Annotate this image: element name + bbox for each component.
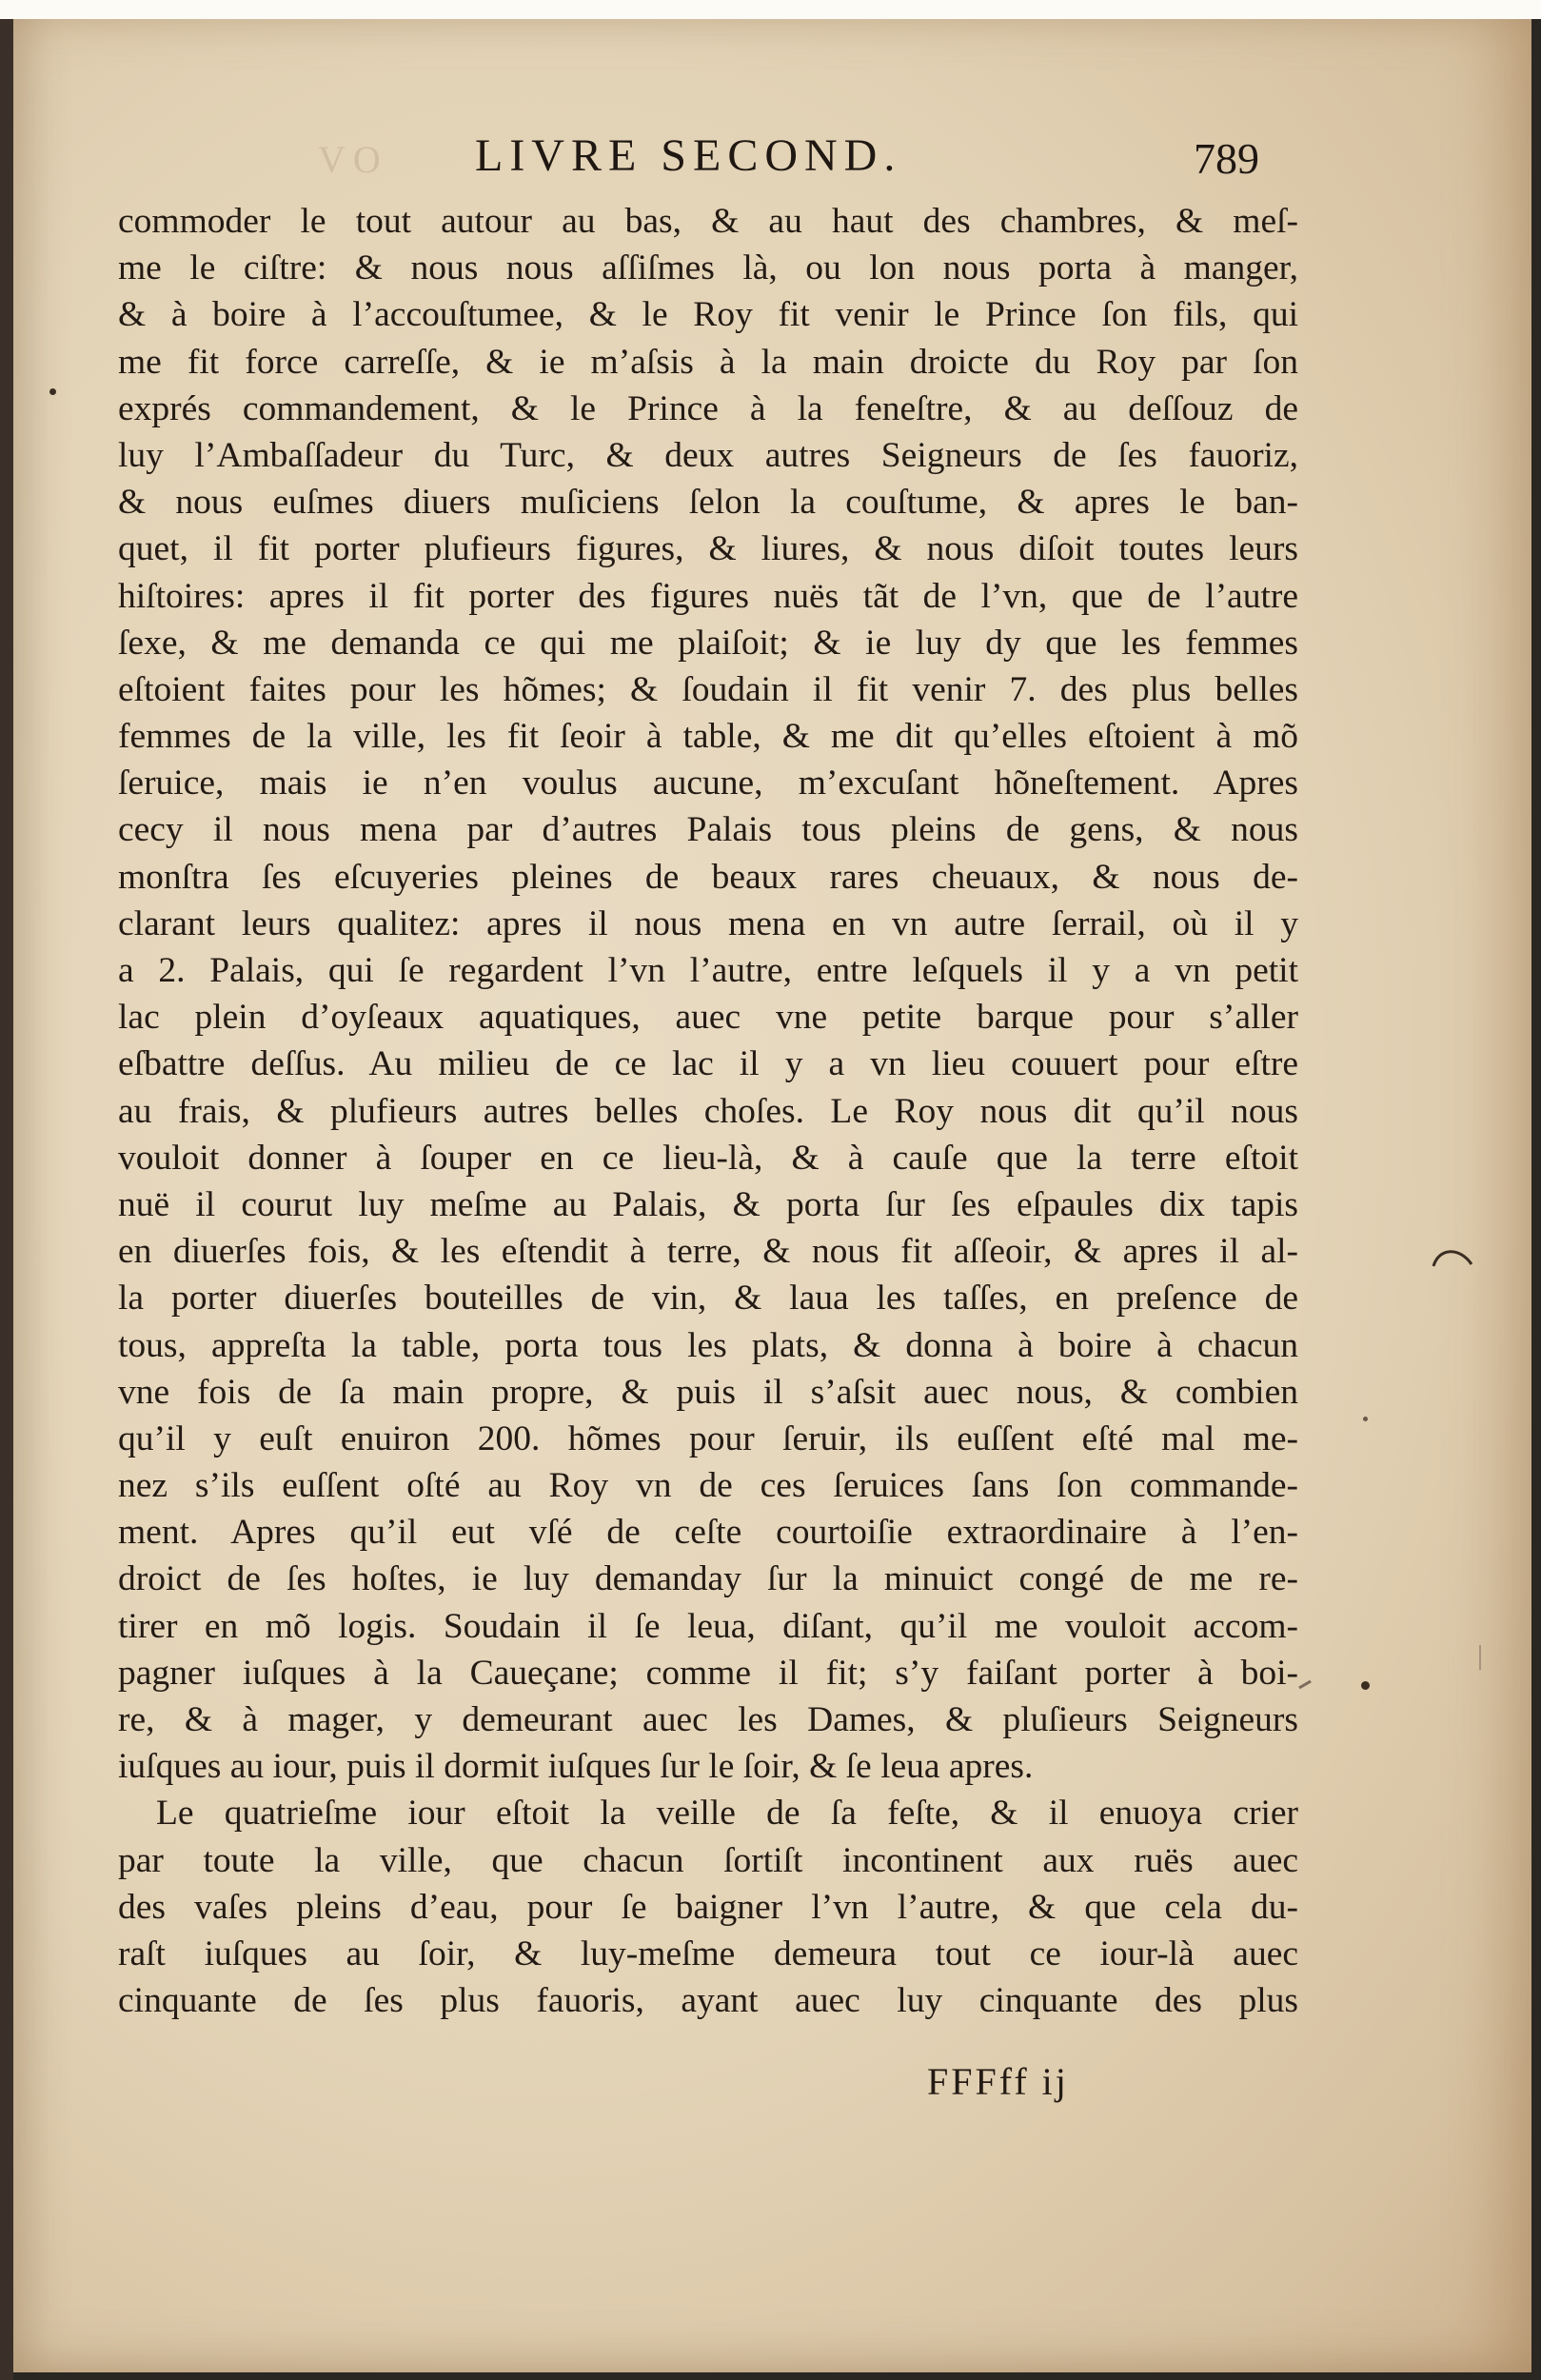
text-line: qu’il y euſt enuiron 200. hõmes pour ſeruir, ils euſſent eſté mal me- [118, 1418, 1298, 1458]
text-line: me le ciſtre: & nous nous aſſiſmes là, ou lon nous porta à manger, [118, 248, 1298, 288]
text-line: nuë il courut luy meſme au Palais, & porta ſur ſes eſpaules dix tapis [118, 1184, 1298, 1224]
text-line: cecy il nous mena par d’autres Palais tous pleins de gens, & nous [118, 810, 1298, 850]
ink-speck [1363, 1417, 1368, 1421]
text-line: ſeruice, mais ie n’en voulus aucune, m’excuſant hõneſtement. Apres [118, 764, 1298, 803]
signature-mark: FFFff ij [927, 2060, 1069, 2103]
text-line: hiſtoires: apres il fit porter des figures nuës tãt de l’vn, que de l’autre [118, 576, 1298, 616]
ink-speck [1298, 1680, 1312, 1690]
text-line: en diuerſes fois, & les eſtendit à terre, & nous fit aſſeoir, & apres il al- [118, 1232, 1298, 1272]
book-page [13, 8, 1531, 2372]
show-through-text: VO [318, 138, 388, 181]
text-line: & à boire à l’accouſtumee, & le Roy fit venir le Prince ſon fils, qui [118, 295, 1298, 335]
ink-speck [1361, 1681, 1370, 1690]
text-line: raſt iuſques au ſoir, & luy-meſme demeura tout ce iour-là auec [118, 1934, 1298, 1973]
text-line: droict de ſes hoſtes, ie luy demanday ſur la minuict congé de me re- [118, 1559, 1298, 1599]
text-line: nez s’ils euſſent oſté au Roy vn de ces ſeruices ſans ſon commande- [118, 1466, 1298, 1506]
text-line: par toute la ville, que chacun ſortiſt incontinent aux ruës auec [118, 1840, 1298, 1880]
text-line: lac plein d’oyſeaux aquatiques, auec vne petite barque pour s’aller [118, 998, 1298, 1038]
text-line: a 2. Palais, qui ſe regardent l’vn l’autre, entre leſquels il y a vn petit [118, 951, 1298, 990]
page-number: 789 [1194, 134, 1259, 183]
text-line: luy l’Ambaſſadeur du Turc, & deux autres Seigneurs de ſes fauoriz, [118, 435, 1298, 475]
text-line: ſexe, & me demanda ce qui me plaiſoit; & ie luy dy que les femmes [118, 623, 1298, 663]
text-line: ment. Apres qu’il eut vſé de ceſte courtoiſie extraordinaire à l’en- [118, 1513, 1298, 1553]
text-line: tous, appreſta la table, porta tous les plats, & donna à boire à chacun [118, 1325, 1298, 1365]
text-line: femmes de la ville, les fit ſeoir à table, & me dit qu’elles eſtoient à mõ [118, 717, 1298, 757]
text-line: monſtra ſes eſcuyeries pleines de beaux rares cheuaux, & nous de- [118, 857, 1298, 897]
running-head-title: LIVRE SECOND. [475, 130, 902, 181]
text-line: tirer en mõ logis. Soudain il ſe leua, diſant, qu’il me vouloit accom- [118, 1606, 1298, 1646]
text-line: eſbattre deſſus. Au milieu de ce lac il y a vn lieu couuert pour eſtre [118, 1044, 1298, 1084]
text-line: & nous euſmes diuers muſiciens ſelon la couſtume, & apres le ban- [118, 483, 1298, 523]
text-line: la porter diuerſes bouteilles de vin, & laua les taſſes, en preſence de [118, 1279, 1298, 1319]
text-line: commoder le tout autour au bas, & au haut des chambres, & meſ- [118, 202, 1298, 241]
body-text [118, 198, 1298, 2024]
text-line: des vaſes pleins d’eau, pour ſe baigner l’vn l’autre, & que cela du- [118, 1887, 1298, 1927]
text-line: clarant leurs qualitez: apres il nous mena en vn autre ſerrail, où il y [118, 903, 1298, 943]
text-line: eſtoient faites pour les hõmes; & ſoudain il fit venir 7. des plus belles [118, 669, 1298, 709]
text-line: re, & à mager, y demeurant auec les Dames, & pluſieurs Seigneurs [118, 1700, 1298, 1739]
ink-speck [49, 388, 56, 395]
margin-mark [1479, 1645, 1481, 1670]
text-line: Le quatrieſme iour eſtoit la veille de ſa feſte, & il enuoya crier [156, 1794, 1298, 1834]
running-head [147, 129, 1289, 187]
scan-edge-top [0, 0, 1541, 19]
text-line: pagner iuſques à la Caueçane; comme il fit; s’y faiſant porter à boi- [118, 1653, 1298, 1693]
text-line: cinquante de ſes plus fauoris, ayant auec luy cinquante des plus [118, 1981, 1298, 2021]
margin-curl-mark [1432, 1245, 1473, 1270]
text-line: iuſques au iour, puis il dormit iuſques ſur le ſoir, & ſe leua apres. [118, 1747, 1034, 1787]
text-line: au frais, & plufieurs autres belles choſes. Le Roy nous dit qu’il nous [118, 1091, 1298, 1131]
text-line: me fit force carreſſe, & ie m’aſsis à la main droicte du Roy par ſon [118, 342, 1298, 382]
text-line: quet, il fit porter plufieurs figures, & liures, & nous diſoit toutes leurs [118, 529, 1298, 569]
text-line: vouloit donner à ſouper en ce lieu-là, & à cauſe que la terre eſtoit [118, 1138, 1298, 1178]
text-line: vne fois de ſa main propre, & puis il s’aſsit auec nous, & combien [118, 1372, 1298, 1412]
text-line: exprés commandement, & le Prince à la feneſtre, & au deſſouz de [118, 388, 1298, 428]
scan-edge-left [0, 0, 13, 2380]
